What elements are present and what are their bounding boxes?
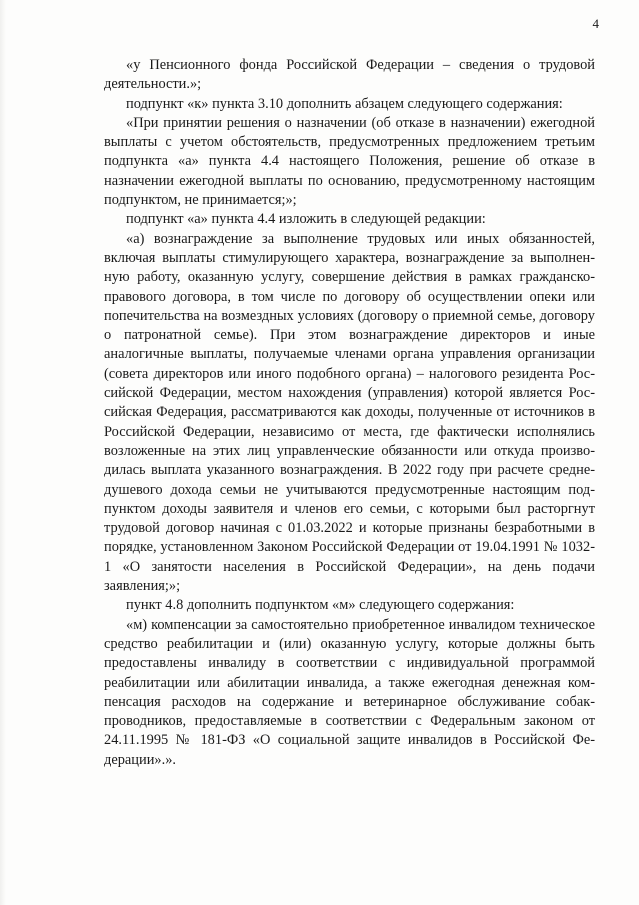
paragraph-subpoint-a-text: «а) вознаграждение за выполнение трудовых или иных обязанностей, включая выплаты стимулирующего характера, вознаграждение за выполненную работу, оказанную услугу, совершение действия в рамках гражданско-правового договора, в том числе по договору об осуществлении опеки или попечительства на возмездных условиях (договору о приемной семье, договору о патронатной семье). При этом вознаграждение директоров и иные аналогичные выплаты, получаемые членами органа управления организации (совета директоров или иного подобного органа) – налогового резидента Российской Федерации, местом нахождения (управления) которой является Российская Федерация, рассматриваются как доходы, полученные от источников в Российской Федерации, независимо от места, где фактически исполнялись возложенные на этих лиц управленческие обязанности или откуда производилась выплата указанного вознаграждения. В 2022 году при расчете среднедушевого дохода семьи не учитываются предусмотренные настоящим подпунктом доходы заявителя и членов его семьи, с которыми был расторгнут трудовой договор начиная с 01.03.2022 и которые признаны безработными в порядке, установленном Законом Российской Федерации от 19.04.1991 № 1032-1 «О занятости населения в Российской Федерации», на день подачи заявления;»; <box>104 230 595 595</box>
paragraph-subpoint-a-intro: подпункт «а» пункта 4.4 изложить в следующей редакции: <box>126 211 486 228</box>
document-body <box>104 56 595 770</box>
paragraph-pension-fund-info: «у Пенсионного фонда Российской Федерации – сведения о трудовой деятельности.»; <box>104 57 595 93</box>
paragraph-point-4-8-intro: пункт 4.8 дополнить подпунктом «м» следующего содержания: <box>126 597 515 614</box>
paragraph-subpoint-k-text: «При принятии решения о назначении (об отказе в назначении) ежегодной выплаты с учетом обстоятельств, предусмотренных предложением третьим подпункта «а» пункта 4.4 настоящего Положения, решение об отказе в назначении ежегодной выплаты по основанию, предусмотренному настоящим подпунктом, не принимается;»; <box>104 114 595 209</box>
page-number: 4 <box>592 16 599 31</box>
paragraph-subpoint-m-text: «м) компенсации за самостоятельно приобретенное инвалидом техническое средство реабилитации и (или) оказанную услугу, которые должны быть предоставлены инвалиду в соответствии с индивидуальной программой реабилитации или абилитации инвалида, а также ежегодная денежная компенсация расходов на содержание и ветеринарное обслуживание собак-проводников, предоставляемые в соответствии с Федеральным законом от 24.11.1995 № 181-ФЗ «О социальной защите инвалидов в Российской Федерации».». <box>104 616 595 768</box>
scan-edge-shading <box>0 0 6 905</box>
paragraph-subpoint-k-intro: подпункт «к» пункта 3.10 дополнить абзацем следующего содержания: <box>126 95 563 112</box>
